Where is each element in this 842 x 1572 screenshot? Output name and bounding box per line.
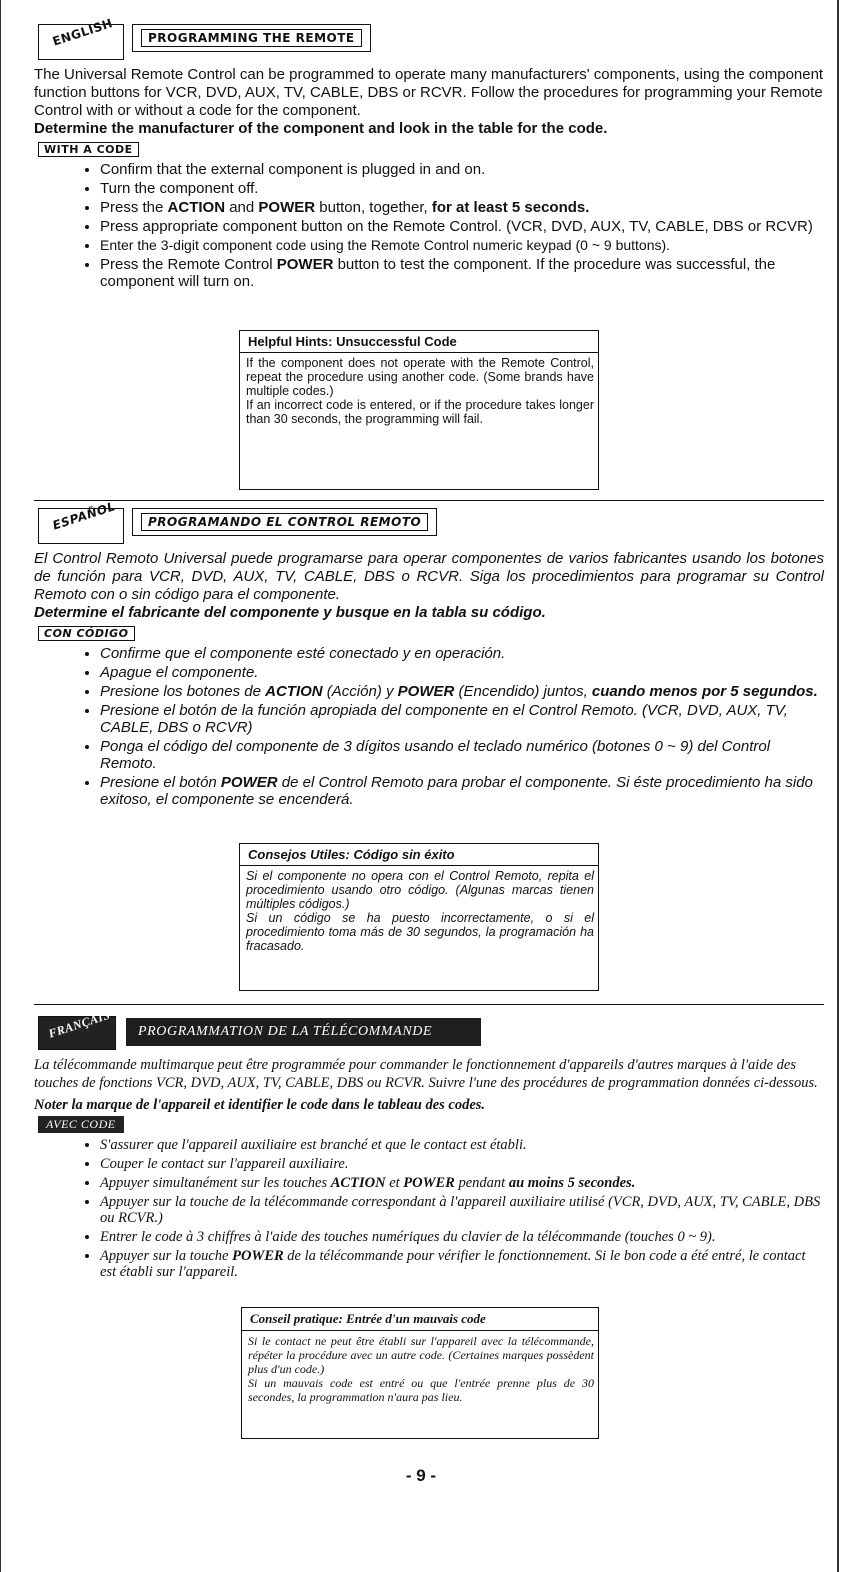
french-hint-body (242, 1331, 598, 1407)
step-text: de la télécommande pour vérifier le fonctionnement. Si le bon code a été entré, le contact est établi sur l'appareil. (100, 1248, 806, 1280)
step-text: Couper le contact sur l'appareil auxiliaire. (100, 1156, 349, 1172)
step-text: Apague el componente. (100, 664, 259, 681)
list-item (100, 1229, 824, 1245)
list-item (100, 199, 824, 216)
french-hint-title: Conseil pratique: Entrée d'un mauvais code (242, 1308, 598, 1331)
step-emphasis: for at least 5 seconds. (431, 199, 590, 216)
step-text: Entrer le code à 3 chiffres à l'aide des touches numériques du clavier de la télécommande (touches 0 ~ 9). (100, 1229, 716, 1245)
list-item (100, 237, 824, 254)
power-key: POWER (403, 1175, 455, 1191)
step-text: Appuyer simultanément sur les touches (100, 1175, 328, 1191)
hint-paragraph: Si un mauvais code est entré ou que l'entrée prenne plus de 30 secondes, la programmation n'aura pas lieu. (248, 1376, 594, 1404)
power-key: POWER (220, 774, 278, 791)
english-hint-box (239, 330, 599, 490)
spanish-language-badge (38, 499, 124, 544)
french-language-badge (38, 1007, 116, 1050)
list-item (100, 218, 824, 235)
step-text: button, together, (319, 199, 428, 216)
step-text: Enter the 3-digit component code using the Remote Control numeric keypad (0 ~ 9 buttons). (100, 237, 671, 253)
french-section-title (126, 1018, 481, 1046)
list-item (100, 1248, 824, 1280)
spanish-title-text: PROGRAMANDO EL CONTROL REMOTO (141, 513, 428, 531)
step-text: Confirm that the external component is plugged in and on. (100, 161, 486, 178)
list-item (100, 683, 824, 700)
step-text: Ponga el código del componente de 3 dígitos usando el teclado numérico (botones 0 ~ 9) del Control Remoto. (100, 738, 771, 772)
english-hint-body (240, 353, 598, 429)
french-intro: La télécommande multimarque peut être programmée pour commander le fonctionnement d'appareils d'autres marques à l'aide des touches de fonctions VCR, DVD, AUX, TV, CABLE, DBS ou RCVR. Suivre l'une des procédures de programmation données ci-dessous. (34, 1057, 818, 1091)
hint-paragraph: If an incorrect code is entered, or if the procedure takes longer than 30 seconds, the programming will fail. (246, 398, 594, 426)
french-section (34, 1007, 824, 1283)
hint-paragraph: Si un código se ha puesto incorrectamente, o si el procedimiento toma más de 30 segundos, la programación ha fracasado. (246, 911, 594, 953)
step-emphasis: cuando menos por 5 segundos. (591, 683, 818, 700)
list-item (100, 1175, 824, 1191)
power-key: POWER (258, 199, 316, 216)
list-item (100, 161, 824, 178)
step-text: (Encendido) juntos, (458, 683, 588, 700)
power-key: POWER (276, 256, 334, 273)
list-item (100, 664, 824, 681)
spanish-badge-label: ESPAÑOL (50, 499, 118, 533)
spanish-hint-body (240, 866, 598, 956)
french-title-text: PROGRAMMATION DE LA TÉLÉCOMMANDE (138, 1024, 433, 1039)
power-key: POWER (232, 1248, 284, 1264)
step-text: Presione el botón (100, 774, 217, 791)
power-key: POWER (397, 683, 455, 700)
step-text: (Acción) y (326, 683, 394, 700)
spanish-hint-box (239, 843, 599, 991)
english-subheading: WITH A CODE (38, 142, 139, 157)
page-number: - 9 - (405, 1466, 437, 1485)
french-header (34, 1007, 824, 1056)
english-section (34, 16, 824, 292)
english-section-title (132, 24, 371, 52)
list-item (100, 1194, 824, 1226)
step-text: button to test the component. If the procedure was successful, the component will turn on. (100, 256, 776, 290)
english-language-badge (38, 16, 124, 60)
step-text: and (229, 199, 255, 216)
step-text: Presione los botones de (100, 683, 261, 700)
step-text: Press appropriate component button on the Remote Control. (VCR, DVD, AUX, TV, CABLE, DBS or RCVR) (100, 218, 813, 235)
spanish-section-title (132, 508, 437, 536)
english-determine: Determine the manufacturer of the component and look in the table for the code. (34, 120, 608, 137)
step-emphasis: au moins 5 secondes. (508, 1175, 636, 1191)
step-text: Press the (100, 199, 164, 216)
spanish-section (34, 499, 824, 810)
divider (34, 1004, 824, 1005)
spanish-header (34, 499, 824, 550)
hint-paragraph: Si el componente no opera con el Control Remoto, repita el procedimiento usando otro código. (Algunas marcas tienen múltiples códigos.) (246, 869, 594, 911)
spanish-hint-title: Consejos Utiles: Código sin éxito (240, 844, 598, 866)
spanish-steps (78, 645, 824, 808)
spanish-subheading: CON CÓDIGO (38, 626, 135, 641)
list-item (100, 702, 824, 736)
step-text: Appuyer sur la touche (100, 1248, 229, 1264)
english-badge-label: ENGLISH (50, 16, 115, 49)
french-badge-label: FRANÇAIS (46, 1007, 112, 1041)
action-key: ACTION (265, 683, 323, 700)
step-text: Press the Remote Control (100, 256, 273, 273)
action-key: ACTION (167, 199, 226, 216)
list-item (100, 774, 824, 808)
list-item (100, 180, 824, 197)
english-hint-title: Helpful Hints: Unsuccessful Code (240, 331, 598, 353)
step-text: S'assurer que l'appareil auxiliaire est branché et que le contact est établi. (100, 1137, 527, 1153)
step-text: Confirme que el componente esté conectado y en operación. (100, 645, 506, 662)
step-text: de el Control Remoto para probar el componente. Si éste procedimiento ha sido exitoso, el componente se encenderá. (100, 774, 813, 808)
list-item (100, 256, 824, 290)
english-title-text: PROGRAMMING THE REMOTE (141, 29, 362, 47)
spanish-determine: Determine el fabricante del componente y busque en la tabla su código. (34, 604, 546, 621)
list-item (100, 738, 824, 772)
hint-paragraph: Si le contact ne peut être établi sur l'appareil avec la télécommande, répéter la procédure avec un autre code. (Certaines marques possèdent plus d'un code.) (248, 1334, 594, 1376)
french-hint-box (241, 1307, 599, 1439)
english-header (34, 16, 824, 66)
divider (34, 500, 824, 501)
french-steps (78, 1137, 824, 1280)
english-steps (78, 161, 824, 290)
english-intro: The Universal Remote Control can be programmed to operate many manufacturers' components, using the component function buttons for VCR, DVD, AUX, TV, CABLE, DBS or RCVR. Follow the procedures for programming your Remote Control with or without a code for the component. (34, 66, 824, 119)
french-determine: Noter la marque de l'appareil et identifier le code dans le tableau des codes. (34, 1097, 486, 1113)
list-item (100, 645, 824, 662)
list-item (100, 1137, 824, 1153)
step-text: Turn the component off. (100, 180, 259, 197)
hint-paragraph: If the component does not operate with the Remote Control, repeat the procedure using another code. (Some brands have multiple codes.) (246, 356, 594, 398)
step-text: et (389, 1175, 400, 1191)
step-text: Presione el botón de la función apropiada del componente en el Control Remoto. (VCR, DVD, AUX, TV, CABLE, DBS o RCVR) (100, 702, 788, 736)
french-subheading: AVEC CODE (38, 1116, 124, 1133)
action-key: ACTION (330, 1175, 386, 1191)
step-text: pendant (458, 1175, 506, 1191)
spanish-intro: El Control Remoto Universal puede programarse para operar componentes de varios fabricantes usando los botones de función para VCR, DVD, AUX, TV, CABLE, DBS o RCVR. Siga los procedimientos para programar su Control Remoto con o sin código para el componente. (34, 550, 824, 603)
list-item (100, 1156, 824, 1172)
step-text: Appuyer sur la touche de la télécommande correspondant à l'appareil auxiliaire utilisé (VCR, DVD, AUX, TV, CABLE, DBS ou RCVR.) (100, 1194, 821, 1226)
